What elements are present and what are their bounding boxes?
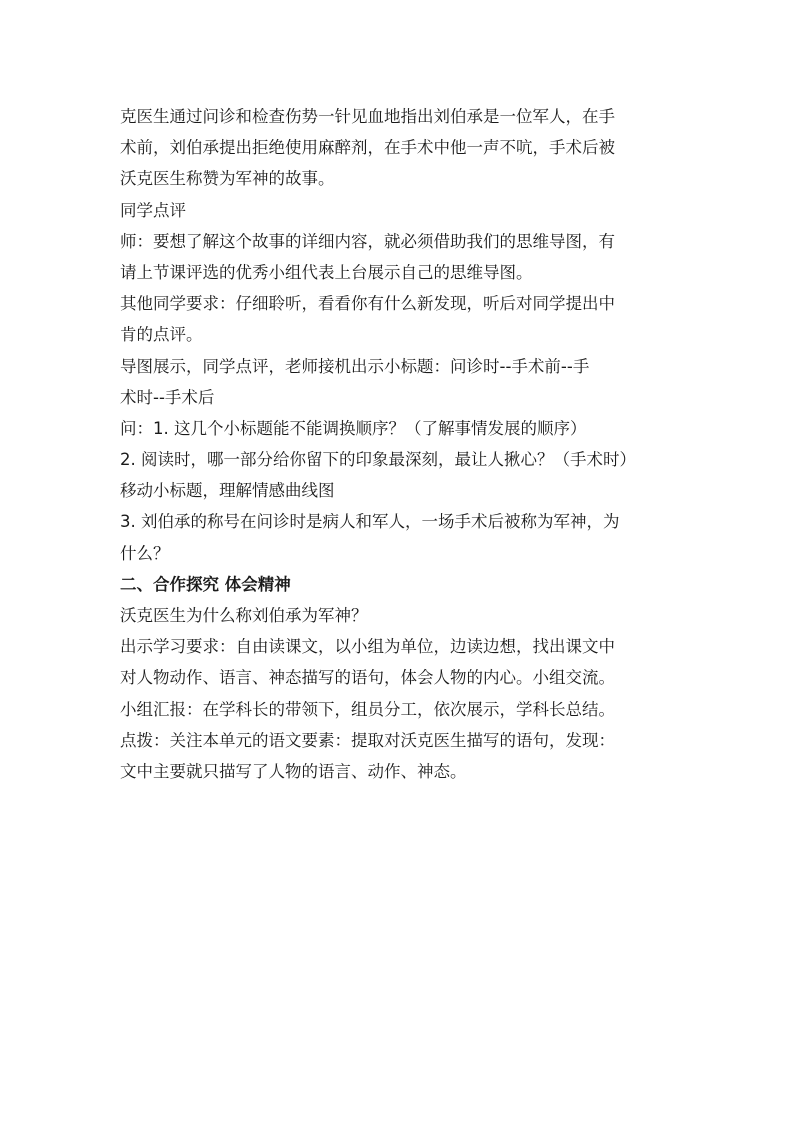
paragraph-line: 请上节课评选的优秀小组代表上台展示自己的思维导图。 xyxy=(120,262,533,282)
question-line: 问：1. 这几个小标题能不能调换顺序？（了解事情发展的顺序） xyxy=(120,418,587,438)
paragraph-line: 对人物动作、语言、神态描写的语句，体会人物的内心。小组交流。 xyxy=(120,668,615,688)
paragraph-line: 小组汇报：在学科长的带领下，组员分工，依次展示，学科长总结。 xyxy=(120,699,615,719)
paragraph-line: 术前，刘伯承提出拒绝使用麻醉剂，在手术中他一声不吭，手术后被 xyxy=(120,138,615,158)
document-page xyxy=(120,101,685,787)
question-line: 2. 阅读时，哪一部分给你留下的印象最深刻，最让人揪心？（手术时） xyxy=(120,450,636,470)
paragraph-line: 肯的点评。 xyxy=(120,325,203,345)
paragraph-line: 术时--手术后 xyxy=(120,387,215,407)
paragraph-line: 文中主要就只描写了人物的语言、动作、神态。 xyxy=(120,761,467,781)
paragraph-line: 出示学习要求：自由读课文，以小组为单位，边读边想，找出课文中 xyxy=(120,637,615,657)
section-heading: 二、合作探究 体会精神 xyxy=(120,574,291,594)
paragraph-line: 其他同学要求：仔细聆听，看看你有什么新发现，听后对同学提出中 xyxy=(120,294,615,314)
paragraph-line: 什么？ xyxy=(120,543,170,563)
section-label: 同学点评 xyxy=(120,200,186,220)
paragraph-line: 师：要想了解这个故事的详细内容，就必须借助我们的思维导图，有 xyxy=(120,231,615,251)
paragraph-line: 移动小标题，理解情感曲线图 xyxy=(120,481,335,501)
question-line: 3. 刘伯承的称号在问诊时是病人和军人，一场手术后被称为军神，为 xyxy=(120,512,620,532)
paragraph-line: 点拨：关注本单元的语文要素：提取对沃克医生描写的语句，发现： xyxy=(120,730,615,750)
paragraph-line: 沃克医生称赞为军神的故事。 xyxy=(120,169,335,189)
paragraph-line: 克医生通过问诊和检查伤势一针见血地指出刘伯承是一位军人，在手 xyxy=(120,107,615,126)
paragraph-line: 导图展示，同学点评，老师接机出示小标题：问诊时--手术前--手 xyxy=(120,356,590,376)
paragraph-line: 沃克医生为什么称刘伯承为军神？ xyxy=(120,606,368,625)
